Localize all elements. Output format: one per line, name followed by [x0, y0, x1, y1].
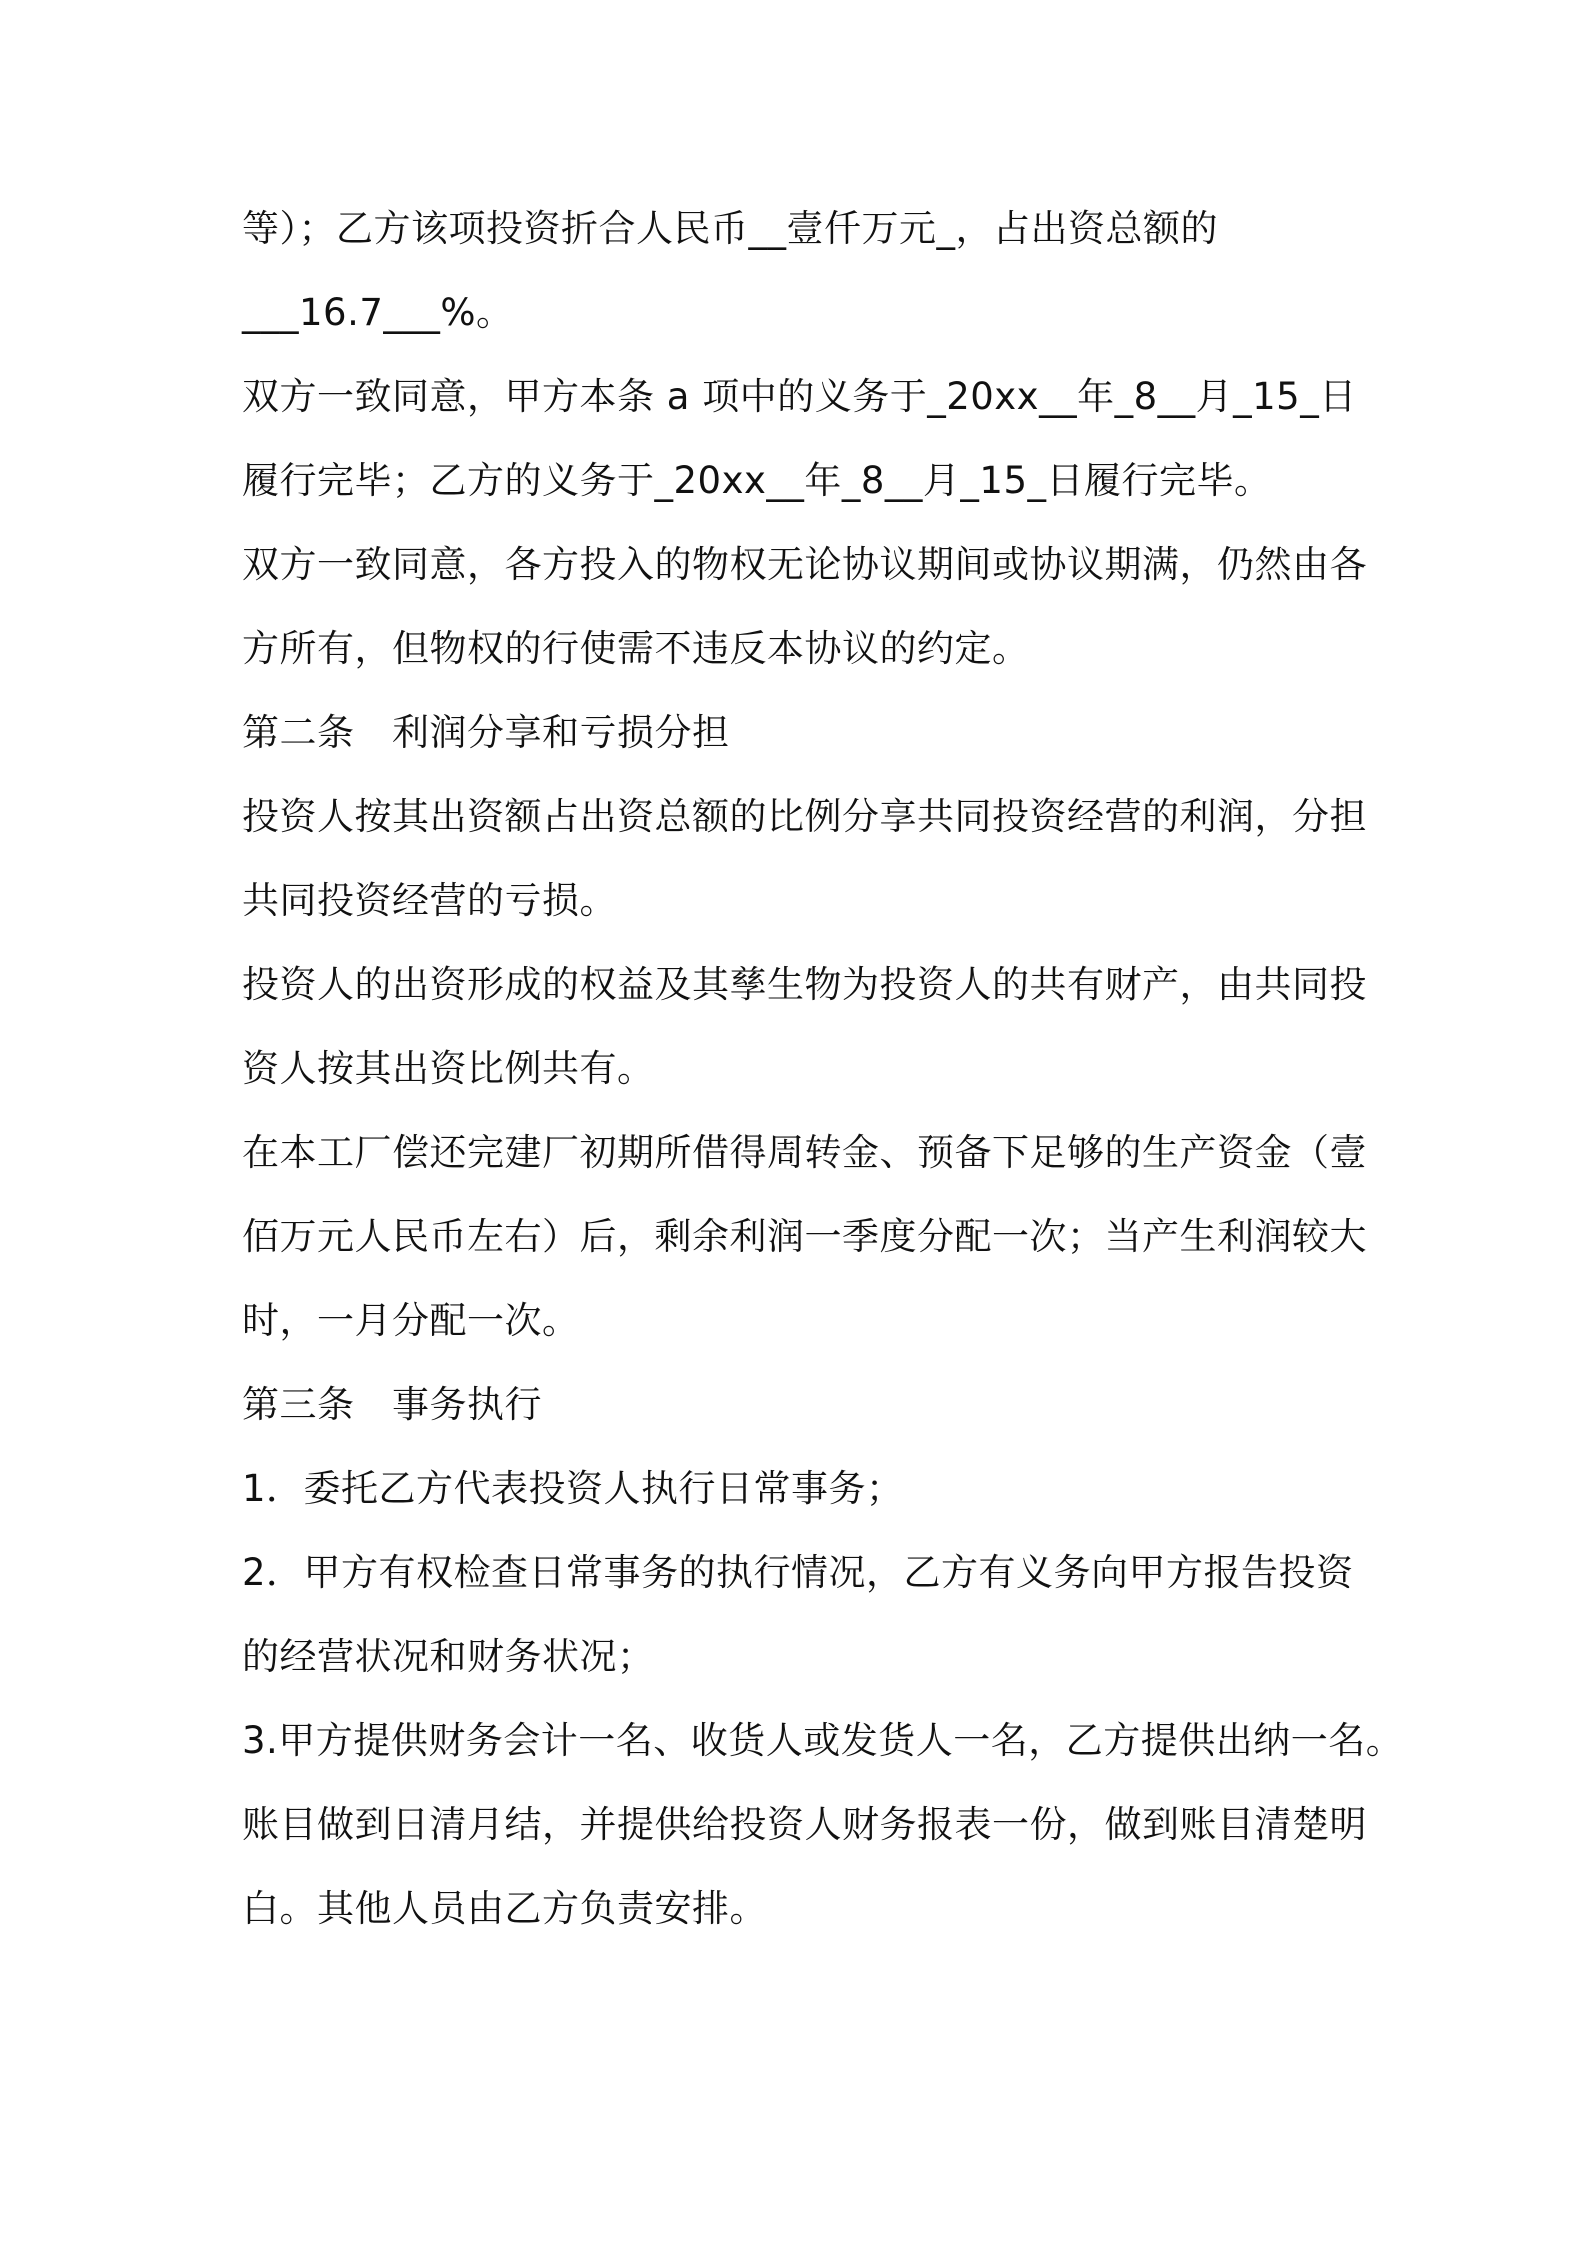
text-line: 投资人按其出资额占出资总额的比例分享共同投资经营的利润，分担	[242, 795, 1367, 838]
text-line: 佰万元人民币左右）后，剩余利润一季度分配一次；当产生利润较大	[242, 1215, 1367, 1258]
text-line: 方所有，但物权的行使需不违反本协议的约定。	[242, 627, 1030, 670]
text-line: 投资人的出资形成的权益及其孳生物为投资人的共有财产，由共同投	[242, 963, 1367, 1006]
text-line: 资人按其出资比例共有。	[242, 1047, 655, 1090]
text-line: ___16.7___%。	[242, 291, 514, 334]
list-item: 2．甲方有权检查日常事务的执行情况，乙方有义务向甲方报告投资	[242, 1551, 1354, 1594]
document-body	[242, 198, 1404, 1962]
text-line: 时，一月分配一次。	[242, 1299, 580, 1342]
list-item: 1．委托乙方代表投资人执行日常事务；	[242, 1467, 904, 1510]
text-line: 的经营状况和财务状况；	[242, 1635, 655, 1678]
text-line: 在本工厂偿还完建厂初期所借得周转金、预备下足够的生产资金（壹	[242, 1131, 1367, 1174]
section-heading: 第二条 利润分享和亏损分担	[242, 711, 730, 754]
text-line: 双方一致同意，各方投入的物权无论协议期间或协议期满，仍然由各	[242, 543, 1367, 586]
text-line: 履行完毕；乙方的义务于_20xx__年_8__月_15_日履行完毕。	[242, 459, 1272, 502]
text-line: 等）；乙方该项投资折合人民币__壹仟万元_，占出资总额的	[242, 207, 1218, 250]
text-line: 账目做到日清月结，并提供给投资人财务报表一份，做到账目清楚明	[242, 1803, 1367, 1846]
list-item: 3.甲方提供财务会计一名、收货人或发货人一名，乙方提供出纳一名。	[242, 1719, 1404, 1762]
text-line: 共同投资经营的亏损。	[242, 879, 617, 922]
section-heading: 第三条 事务执行	[242, 1383, 542, 1426]
text-line: 白。其他人员由乙方负责安排。	[242, 1887, 767, 1930]
text-line: 双方一致同意，甲方本条 a 项中的义务于_20xx__年_8__月_15_日	[242, 375, 1357, 418]
